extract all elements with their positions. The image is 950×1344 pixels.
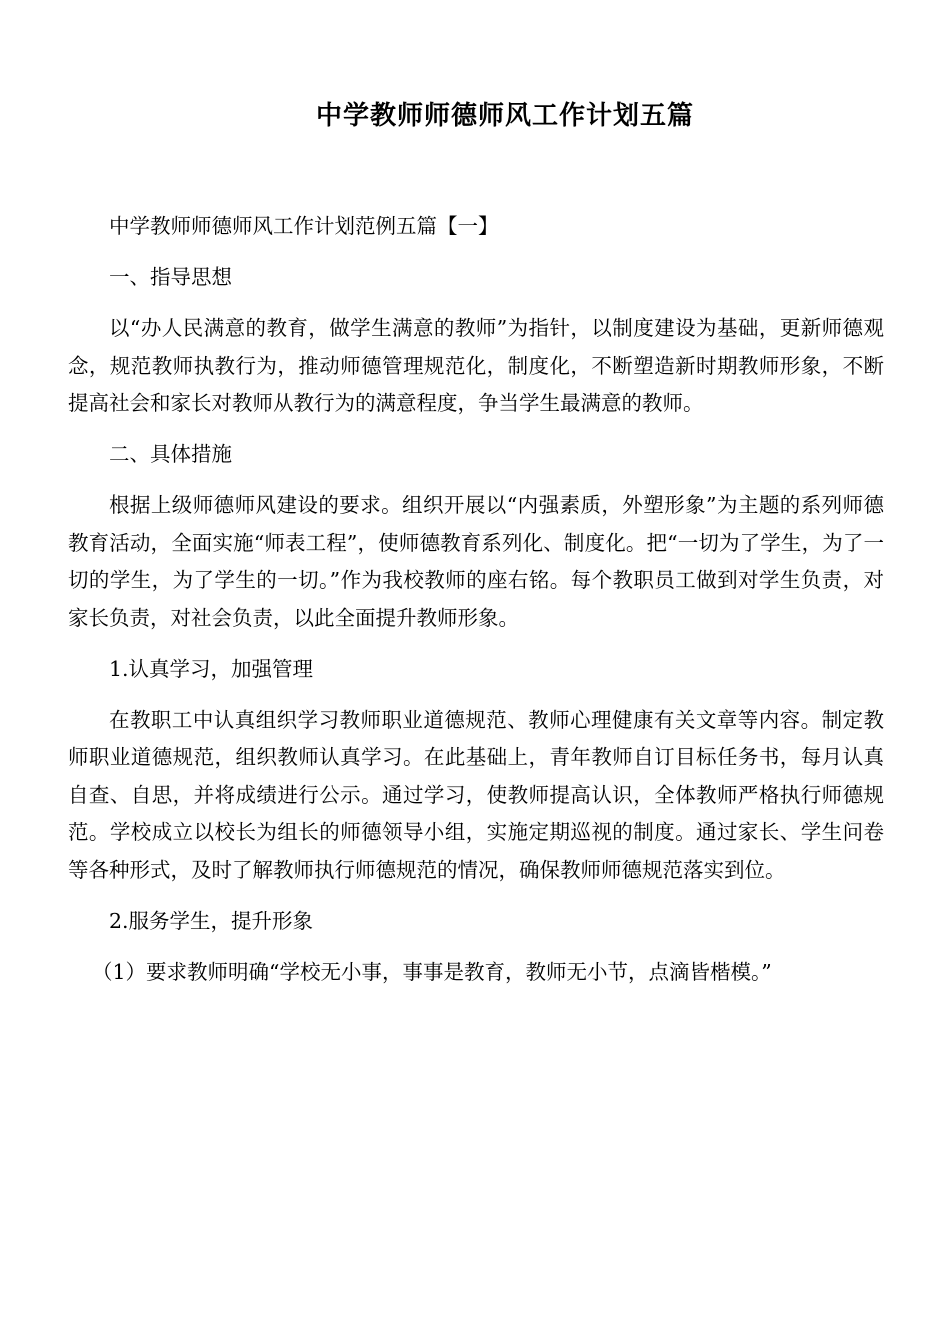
subheading-serve-students: 2.服务学生，提升形象 xyxy=(109,908,314,933)
document-body xyxy=(68,208,884,1005)
section-heading-example-one: 中学教师师德师风工作计划范例五篇【一】 xyxy=(109,214,499,238)
paragraph-guiding-ideology: 以“办人民满意的教育，做学生满意的教师”为指针，以制度建设为基础，更新师德观念，规范教师执教行为，推动师德管理规范化，制度化，不断塑造新时期教师形象，不断提高社会和家长对教师从教行为的满意程度，争当学生最满意的教师。 xyxy=(68,316,884,415)
paragraph-specific-measures: 根据上级师德师风建设的要求。组织开展以“内强素质，外塑形象”为主题的系列师德教育活动，全面实施“师表工程”，使师德教育系列化、制度化。把“一切为了学生，为了一切的学生，为了学生的一切。”作为我校教师的座右铭。每个教职员工做到对学生负责，对家长负责，对社会负责，以此全面提升教师形象。 xyxy=(68,493,884,630)
paragraph-study-management: 在教职工中认真组织学习教师职业道德规范、教师心理健康有关文章等内容。制定教师职业道德规范，组织教师认真学习。在此基础上，青年教师自订目标任务书，每月认真自查、自思，并将成绩进行公示。通过学习，使教师提高认识，全体教师严格执行师德规范。学校成立以校长为组长的师德领导小组，实施定期巡视的制度。通过家长、学生问卷等各种形式，及时了解教师执行师德规范的情况，确保教师师德规范落实到位。 xyxy=(68,707,884,882)
heading-guiding-ideology: 一、指导思想 xyxy=(109,265,232,289)
document-title: 中学教师师德师风工作计划五篇 xyxy=(315,101,694,131)
list-item-one: （1）要求教师明确“学校无小事，事事是教育，教师无小节，点滴皆楷模。” xyxy=(92,959,772,984)
subheading-study-management: 1.认真学习，加强管理 xyxy=(109,656,314,681)
heading-specific-measures: 二、具体措施 xyxy=(109,442,232,466)
